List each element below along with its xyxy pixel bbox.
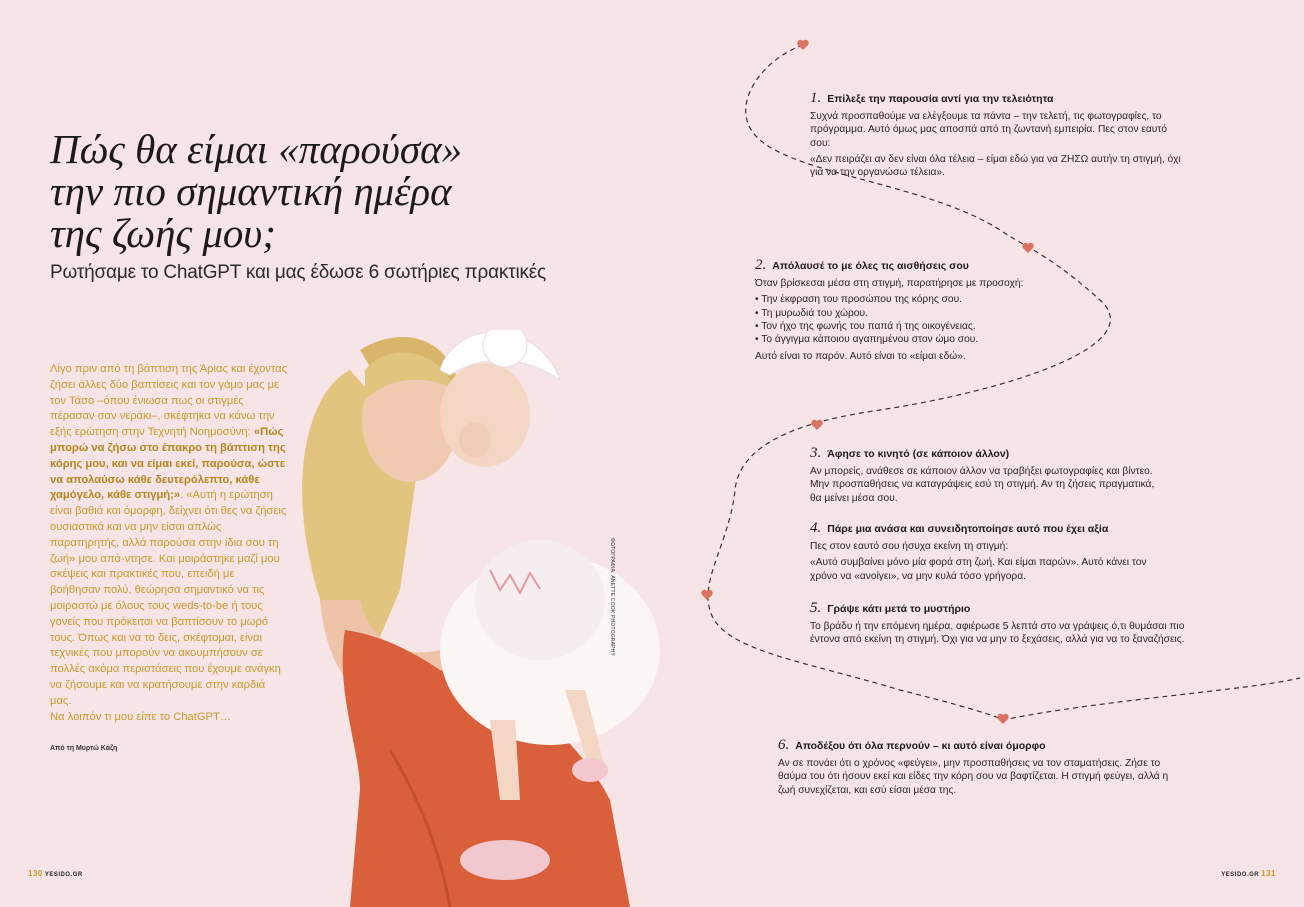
intro-text	[50, 362, 287, 725]
baby-shoe	[460, 840, 550, 880]
list-item: • Την έκφραση του προσώπου της κόρης σου.	[755, 293, 1055, 306]
tip-number: 2.	[755, 257, 767, 273]
subtitle: Ρωτήσαμε το ChatGPT και μας έδωσε 6 σωτήριες πρακτικές	[50, 262, 547, 283]
site-name: YESIDO.GR	[44, 872, 83, 878]
tip-6	[778, 739, 1178, 800]
title-line: της ζωής μου;	[50, 210, 276, 256]
tip-text: Αν μπορείς, ανάθεσε σε κάποιον άλλον να τραβήξει φωτογραφίες και βίντεο. Μην προσπαθήσεις να καταγράψεις εσύ τη στιγμή. Αν τη ζήσεις πραγματικά, θα μείνει μέσα σου.	[810, 466, 1155, 504]
tip-text: Πες στον εαυτό σου ήσυχα εκείνη τη στιγμή:	[810, 541, 1009, 553]
page-title	[50, 128, 520, 254]
tip-heading: Αποδέξου ότι όλα περνούν – κι αυτό είναι όμορφο	[795, 740, 1046, 752]
tip-number: 1.	[810, 90, 822, 106]
tip-number: 3.	[810, 445, 822, 461]
heart-icon	[797, 40, 808, 50]
tip-bullets	[755, 293, 1055, 346]
tip-2	[755, 259, 1055, 366]
page-number: 130	[28, 869, 43, 878]
site-name: YESIDO.GR	[1221, 872, 1260, 878]
intro-part: Λίγο πριν από τη βάπτιση της Άριας και έχοντας ζήσει άλλες δύο βαπτίσεις και τον γάμο μας με τον Τάσο –όπου ένιωσα πως οι στιγμές πέρασαν σαν νεράκι–, σκέφτηκα να κάνω την εξής ερώτηση στην Τεχνητή Νοημοσύνη:	[50, 363, 288, 439]
tip-text: Αν σε πονάει ότι ο χρόνος «φεύγει», μην προσπαθήσεις να τον σταματήσεις. Ζήσε το θαύμα του ότι ήσουν εκεί και είδες την κόρη σου να βαφτίζεται. Η στιγμή φεύγει, αλλά η ζωή συνεχίζεται, και εσύ είσαι μέσα της.	[778, 758, 1169, 796]
tip-number: 5.	[810, 600, 822, 616]
tip-text: «Δεν πειράζει αν δεν είναι όλα τέλεια – είμαι εδώ για να ΖΗΣΩ αυτήν τη στιγμή, όχι για να την οργανώσω τέλεια».	[810, 153, 1181, 179]
byline: Από τη Μυρτώ Κάζη	[50, 745, 118, 752]
title-line: την πιο σημαντική ημέρα	[50, 168, 452, 214]
tip-heading: Άφησε το κινητό (σε κάποιον άλλον)	[827, 448, 1010, 460]
heart-icon	[701, 590, 712, 600]
page-number: 131	[1261, 869, 1276, 878]
title-line: Πώς θα είμαι «παρούσα»	[50, 126, 463, 172]
intro-part: . «Αυτή η ερώτηση είναι βαθιά και όμορφη, δείχνει ότι θες να ζήσεις ουσιαστικά και να μην είσαι απλώς παρατηρητής, αλλά παρούσα στην ίδια σου τη ζωή» μου απά-ντησε. Και μοιράστηκε μαζί μου σκέψεις και πρακτικές που, επειδή με βοήθησαν πολύ, θεώρησα σημαντικό να τις μοιραστώ με όλους τους weds-to-be ή τους γονείς που πρόκειται να βαπτίσουν το μωρό τους. Όπως και να το δεις, σκέφτομαι, είναι τεχνικές που μπορούν να ακουμπήσουν σε πολλές ακόμα περιστάσεις που έχουμε ανάγκη να ζήσουμε και να κρατήσουμε στην καρδιά μας.	[50, 489, 287, 707]
tip-heading: Απόλαυσέ το με όλες τις αισθήσεις σου	[772, 260, 969, 272]
tip-number: 4.	[810, 520, 822, 536]
tip-5	[810, 602, 1190, 650]
page-number-right	[1219, 869, 1276, 878]
tip-heading: Γράψε κάτι μετά το μυστήριο	[827, 603, 971, 615]
baby-shoe	[572, 758, 608, 782]
tip-text: Αυτό είναι το παρόν. Αυτό είναι το «είμαι εδώ».	[755, 351, 966, 363]
heart-icon	[811, 420, 822, 430]
intro-question: «Πώς μπορώ να ζήσω στο έπακρο τη βάπτιση της κόρης μου, και να είμαι εκεί, παρούσα, ώστε να απολαύσω κάθε δευτερόλεπτο, κάθε χαμόγελο, κάθε στιγμή;»	[50, 426, 286, 502]
tip-text: Συχνά προσπαθούμε να ελέγξουμε τα πάντα – την τελετή, τις φωτογραφίες, το πρόγραμμα. Αυτό όμως μας αποσπά από τη ζωντανή εμπειρία. Πες στον εαυτό σου:	[810, 111, 1168, 149]
heart-icon	[1022, 243, 1033, 253]
tip-heading: Επίλεξε την παρουσία αντί για την τελειότητα	[827, 93, 1054, 105]
tip-heading: Πάρε μια ανάσα και συνειδητοποίησε αυτό που έχει αξία	[827, 523, 1109, 535]
photo-credit: ΦΩΤΟΓΡΑΦΙΑ: ANETTE COOK PHOTOGRAPHY	[609, 538, 615, 657]
tip-4	[810, 522, 1160, 586]
intro-part: Να λοιπόν τι μου είπε το ChatGPT…	[50, 710, 232, 723]
page-number-left	[28, 869, 85, 878]
tip-1	[810, 92, 1190, 182]
list-item: • Τη μυρωδιά του χώρου.	[755, 307, 1055, 320]
list-item: • Τον ήχο της φωνής του παπά ή της οικογένειας.	[755, 320, 1055, 333]
tip-text: «Αυτό συμβαίνει μόνο μία φορά στη ζωή. Και είμαι παρών». Αυτό κάνει τον χρόνο να «ανοίγει», να μην κυλά τόσο γρήγορα.	[810, 557, 1147, 582]
tip-text: Όταν βρίσκεσαι μέσα στη στιγμή, παρατήρησε με προσοχή:	[755, 278, 1024, 290]
tip-3	[810, 447, 1165, 508]
tip-number: 6.	[778, 737, 790, 753]
heart-icon	[997, 714, 1008, 724]
tip-text: Το βράδυ ή την επόμενη ημέρα, αφιέρωσε 5 λεπτά στο να γράψεις ό,τι θυμάσαι πιο έντονα από εκείνη τη στιγμή. Όχι για να μην το ξεχάσεις, αλλά για να το ξαναζήσεις.	[810, 621, 1185, 646]
list-item: • Το άγγιγμα κάποιου αγαπημένου στον ώμο σου.	[755, 333, 1055, 346]
